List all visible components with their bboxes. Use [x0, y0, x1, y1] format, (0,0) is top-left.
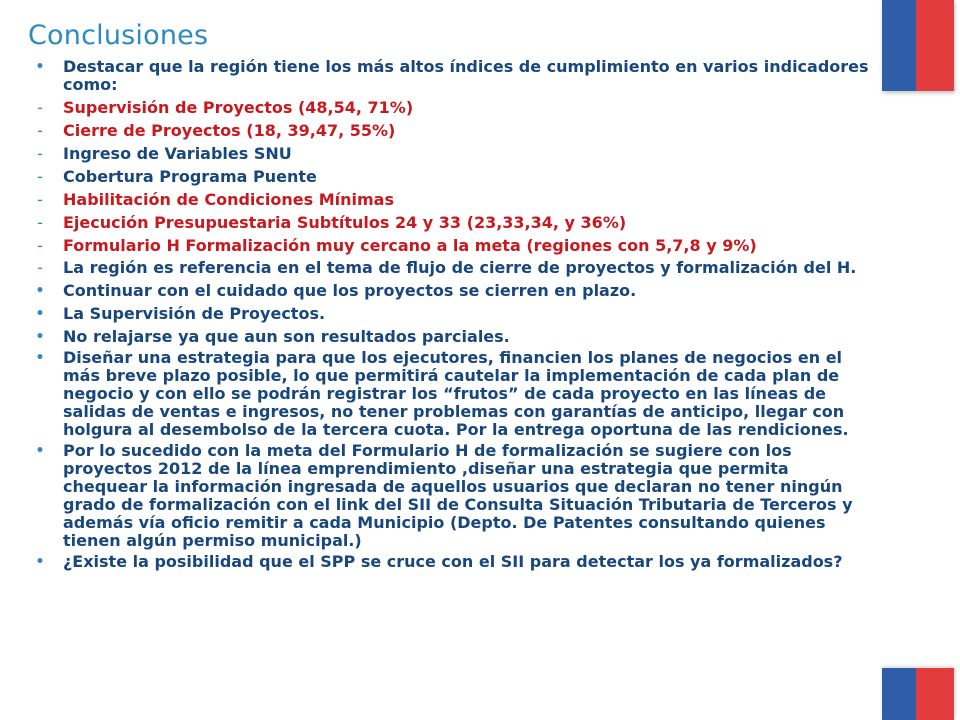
list-item: [30, 191, 870, 209]
list-item: [30, 214, 870, 232]
list-item-text: La Supervisión de Proyectos.: [63, 304, 326, 323]
dash-marker: -: [37, 236, 43, 255]
conclusions-list: [30, 58, 870, 571]
list-item: [30, 99, 870, 117]
list-item-text: La región es referencia en el tema de flujo de cierre de proyectos y formalización del H.: [63, 258, 857, 277]
list-item: [30, 349, 870, 439]
bullet-marker: •: [35, 554, 45, 570]
dash-marker: -: [37, 258, 43, 277]
dash-marker: -: [37, 98, 43, 117]
list-item: [30, 328, 870, 346]
dash-marker: -: [37, 213, 43, 232]
bullet-marker: •: [35, 443, 45, 459]
list-item-text: ¿Existe la posibilidad que el SPP se cruce con el SII para detectar los ya formalizados?: [63, 552, 843, 571]
bullet-marker: •: [35, 306, 45, 322]
list-item: [30, 237, 870, 255]
list-item-text: Cierre de Proyectos (18, 39,47, 55%): [63, 121, 396, 140]
flag-red-band: [916, 0, 954, 91]
list-item-text: Formulario H Formalización muy cercano a la meta (regiones con 5,7,8 y 9%): [63, 236, 757, 255]
dash-marker: -: [37, 121, 43, 140]
list-item: [30, 259, 870, 277]
list-item: [30, 168, 870, 186]
flag-red-band: [916, 668, 954, 720]
flag-corner-top-decoration: [882, 0, 954, 91]
bullet-marker: •: [35, 283, 45, 299]
list-item-text: Ejecución Presupuestaria Subtítulos 24 y 33 (23,33,34, y 36%): [63, 213, 627, 232]
list-item: [30, 553, 870, 571]
list-item-text: Ingreso de Variables SNU: [63, 144, 292, 163]
list-item-text: Destacar que la región tiene los más altos índices de cumplimiento en varios indicadores como:: [63, 57, 869, 94]
dash-marker: -: [37, 190, 43, 209]
dash-marker: -: [37, 167, 43, 186]
list-item: [30, 282, 870, 300]
flag-corner-bottom-decoration: [882, 668, 954, 720]
list-item-text: Habilitación de Condiciones Mínimas: [63, 190, 394, 209]
list-item-text: Diseñar una estrategia para que los ejecutores, financien los planes de negocios en el más breve plazo posible, lo que permitirá cautelar la implementación de cada plan de negocio y con ello se podrán registrar los “frutos” de cada proyecto en las líneas de salidas de ventas e ingresos, no tener problemas con garantías de anticipo, llegar con holgura al desembolso de la tercera cuota. Por la entrega oportuna de las rendiciones.: [63, 348, 849, 439]
flag-blue-band: [882, 0, 916, 91]
list-item: [30, 122, 870, 140]
list-item-text: No relajarse ya que aun son resultados parciales.: [63, 327, 510, 346]
list-item-text: Por lo sucedido con la meta del Formulario H de formalización se sugiere con los proyectos 2012 de la línea emprendimiento ,diseñar una estrategia que permita chequear la información ingresada de aquellos usuarios que declaran no tener ningún grado de formalización con el link del SII de Consulta Situación Tributaria de Terceros y además vía oficio remitir a cada Municipio (Depto. De Patentes consultando quienes tienen algún permiso municipal.): [63, 441, 853, 550]
bullet-marker: •: [35, 350, 45, 366]
list-item: [30, 58, 870, 94]
list-item-text: Supervisión de Proyectos (48,54, 71%): [63, 98, 414, 117]
list-item-text: Continuar con el cuidado que los proyectos se cierren en plazo.: [63, 281, 637, 300]
bullet-marker: •: [35, 329, 45, 345]
slide-title: Conclusiones: [28, 20, 209, 51]
list-item: [30, 305, 870, 323]
list-item: [30, 145, 870, 163]
dash-marker: -: [37, 144, 43, 163]
flag-blue-band: [882, 668, 916, 720]
list-item: [30, 442, 870, 550]
bullet-marker: •: [35, 59, 45, 75]
list-item-text: Cobertura Programa Puente: [63, 167, 317, 186]
